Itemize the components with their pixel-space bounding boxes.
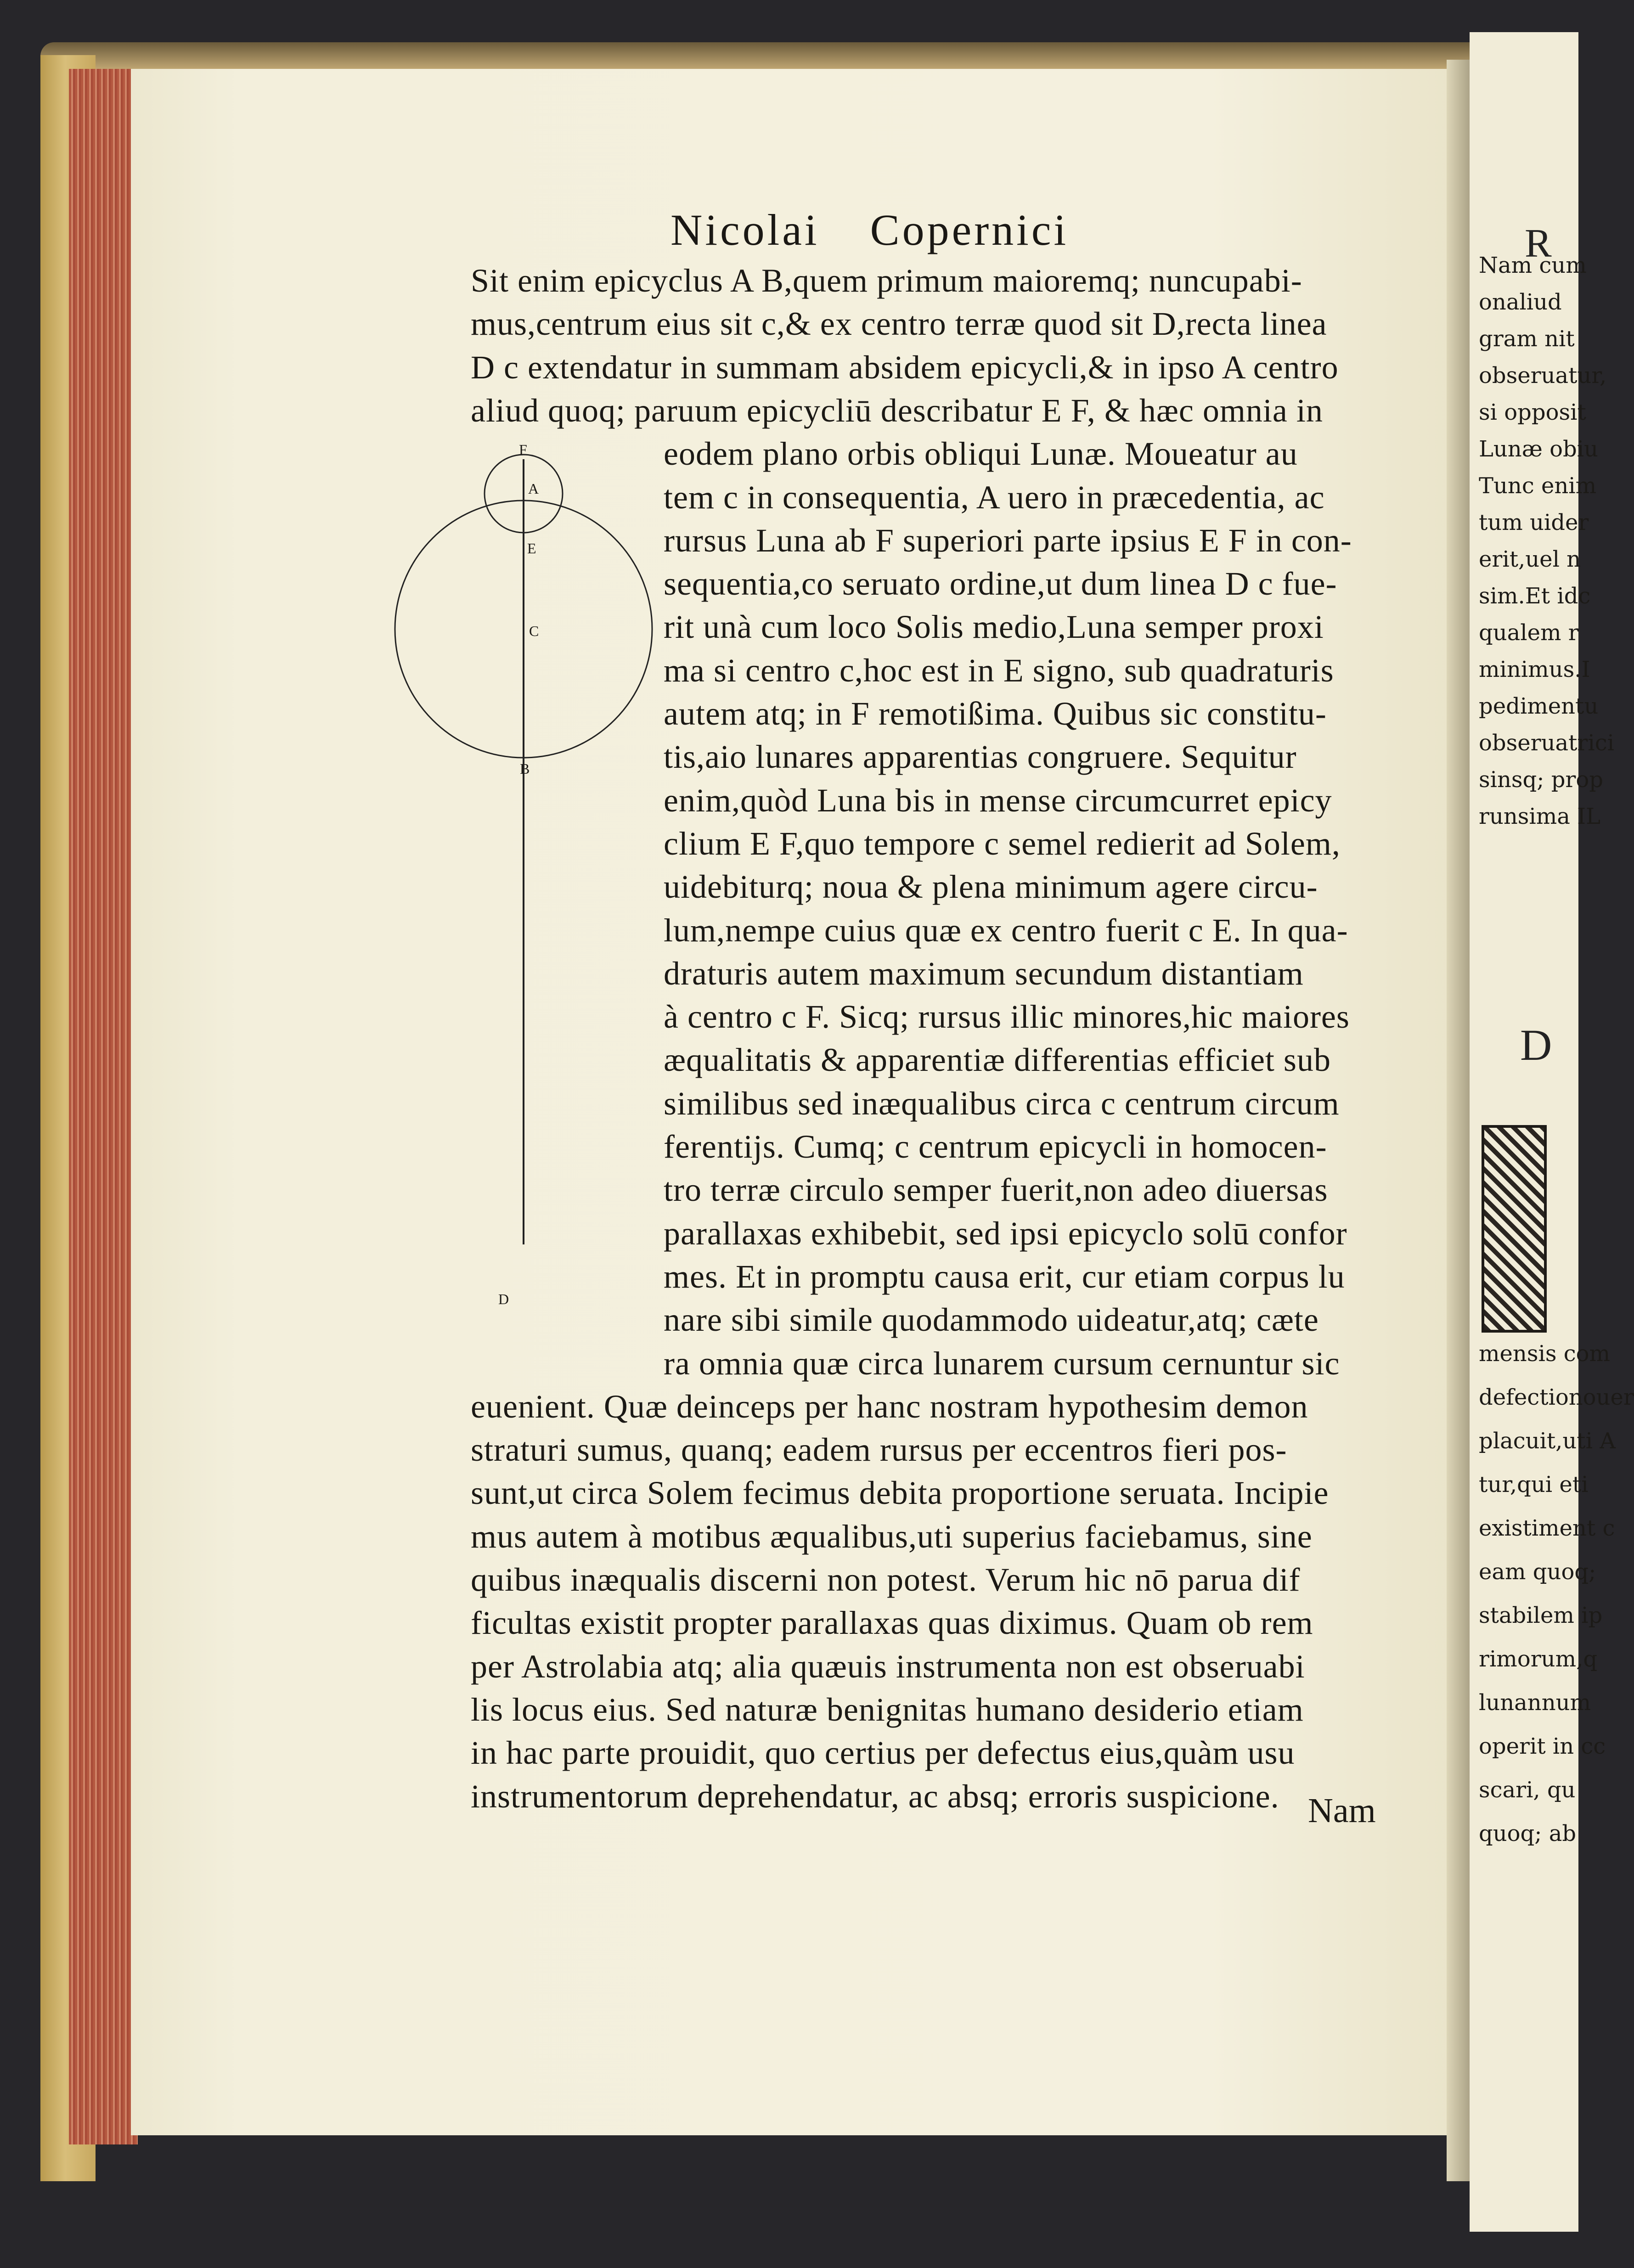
text-line: similibus sed inæqualibus circa c centrum circum [664,1085,1340,1122]
text-line: enim,quòd Luna bis in mense circumcurret epicy [664,782,1332,819]
right-page-fragment-line: qualem r [1479,620,1579,646]
right-page-head-letter: R [1525,221,1552,266]
text-line: Sit enim epicyclus A B,quem primum maioremq; nuncupabi- [471,262,1302,299]
right-page-fragment-line: Lunæ obiu [1479,436,1598,462]
right-page-fragment-line: scari, qu [1479,1777,1576,1803]
running-head [671,204,1069,255]
text-line: sequentia,co seruato ordine,ut dum linea D c fue- [664,565,1337,602]
label-a: A [528,480,539,497]
right-page-fragment-line: lunannum [1479,1690,1591,1716]
decorated-initial-image [1482,1125,1547,1333]
epicycle-diagram [381,441,666,1313]
right-page-fragment-line: sinsq; prop [1479,767,1603,793]
right-page-fragment-line: obseruatrici [1479,730,1614,756]
text-line: aliud quoq; paruum epicycliū describatur E F, & hæc omnia in [471,392,1323,429]
right-page-fragment-line: minimus.I [1479,657,1590,682]
text-line: autem atq; in F remotißima. Quibus sic constitu- [664,695,1327,732]
right-page-fragment-line: placuit,uti A [1479,1428,1616,1454]
text-line: nare sibi simile quodammodo uideatur,atq; cæte [664,1301,1319,1339]
right-page-fragment-line: tum uider [1479,510,1589,535]
label-e: E [527,540,536,557]
text-line: lum,nempe cuius quæ ex centro fuerit c E. In qua- [664,912,1348,949]
running-head-author-last: Copernici [870,205,1069,254]
right-page-fragment-line: gram nit [1479,326,1575,352]
label-b: B [520,760,530,777]
text-line: ferentijs. Cumq; c centrum epicycli in homocen- [664,1128,1327,1165]
right-page-fragment-line: stabilem ip [1479,1603,1603,1628]
right-page-fragment-line: existiment c [1479,1515,1615,1541]
label-d: D [498,1291,509,1307]
right-page-fragment-line: pedimentu [1479,693,1599,719]
right-page-fragment [1470,32,1634,2232]
text-line: parallaxas exhibebit, sed ipsi epicyclo solū confor [664,1215,1347,1252]
text-line: euenient. Quæ deinceps per hanc nostram hypothesim demon [471,1388,1308,1425]
text-line: clium E F,quo tempore c semel redierit ad Solem, [664,825,1341,862]
text-line: draturis autem maximum secundum distantiam [664,955,1304,992]
text-line: lis locus eius. Sed naturæ benignitas humano desiderio etiam [471,1691,1304,1728]
right-page-fragment-line: Tunc enim [1479,473,1597,499]
right-page-fragment-line: tur,qui eti [1479,1472,1589,1497]
right-page-fragment-line: si opposit [1479,400,1586,425]
text-line: rit unà cum loco Solis medio,Luna semper proxi [664,608,1324,646]
text-line: æqualitatis & apparentiæ differentias efficiet sub [664,1041,1331,1079]
text-line: mus,centrum eius sit c,& ex centro terræ quod sit D,recta linea [471,305,1327,343]
text-line: ma si centro c,hoc est in E signo, sub quadraturis [664,652,1334,689]
text-line: eodem plano orbis obliqui Lunæ. Moueatur au [664,435,1298,473]
right-page-fragment-line: obseruatur, [1479,363,1607,388]
right-page-drop-letter: D [1520,1020,1552,1069]
right-page-fragment-line: defectionouer [1479,1384,1634,1410]
right-page-fragment-line: erit,uel n [1479,546,1581,572]
text-line: D c extendatur in summam absidem epicycli,& in ipso A centro [471,349,1339,386]
right-page-fragment-line: sim.Et idc [1479,583,1591,609]
text-line: tro terræ circulo semper fuerit,non adeo diuersas [664,1171,1328,1209]
text-line: straturi sumus, quanq; eadem rursus per eccentros fieri pos- [471,1431,1287,1469]
right-page-fragment-line: mensis com [1479,1341,1611,1367]
text-line: mus autem à motibus æqualibus,uti superius faciebamus, sine [471,1518,1313,1555]
page-edges [69,69,138,2144]
text-line: quibus inæqualis discerni non potest. Verum hic nō parua dif [471,1561,1301,1598]
text-line: per Astrolabia atq; alia quæuis instrumenta non est obseruabi [471,1648,1305,1685]
text-line: à centro c F. Sicq; rursus illic minores,hic maiores [664,998,1350,1036]
right-page-fragment-line: onaliud [1479,289,1562,315]
label-f: F [519,441,527,458]
label-c: C [529,623,539,639]
right-page-fragment-line: runsima IL [1479,804,1600,829]
text-line: ficultas existit propter parallaxas quas diximus. Quam ob rem [471,1604,1313,1642]
text-line: rursus Luna ab F superiori parte ipsius E F in con- [664,522,1352,559]
text-line: sunt,ut circa Solem fecimus debita proportione seruata. Incipie [471,1474,1329,1512]
text-line: in hac parte prouidit, quo certius per defectus eius,quàm usu [471,1734,1295,1772]
text-line: instrumentorum deprehendatur, ac absq; erroris suspicione. [471,1778,1279,1815]
text-line: mes. Et in promptu causa erit, cur etiam corpus lu [664,1258,1345,1295]
right-page-fragment-line: eam quoq; [1479,1559,1596,1585]
text-line: tis,aio lunares apparentias congruere. Sequitur [664,738,1297,776]
right-page-fragment-line: operit in cc [1479,1733,1606,1759]
right-page-fragment-line: rimorum,q [1479,1646,1598,1672]
right-page-fragment-line: Nam cum [1479,253,1587,278]
text-line: tem c in consequentia, A uero in præcedentia, ac [664,478,1325,516]
catchword: Nam [1308,1791,1376,1830]
text-line: ra omnia quæ circa lunarem cursum cernuntur sic [664,1345,1340,1382]
text-line: uidebiturq; noua & plena minimum agere circu- [664,868,1318,906]
running-head-author-first: Nicolai [671,205,820,254]
right-page-fragment-line: quoq; ab [1479,1821,1577,1846]
